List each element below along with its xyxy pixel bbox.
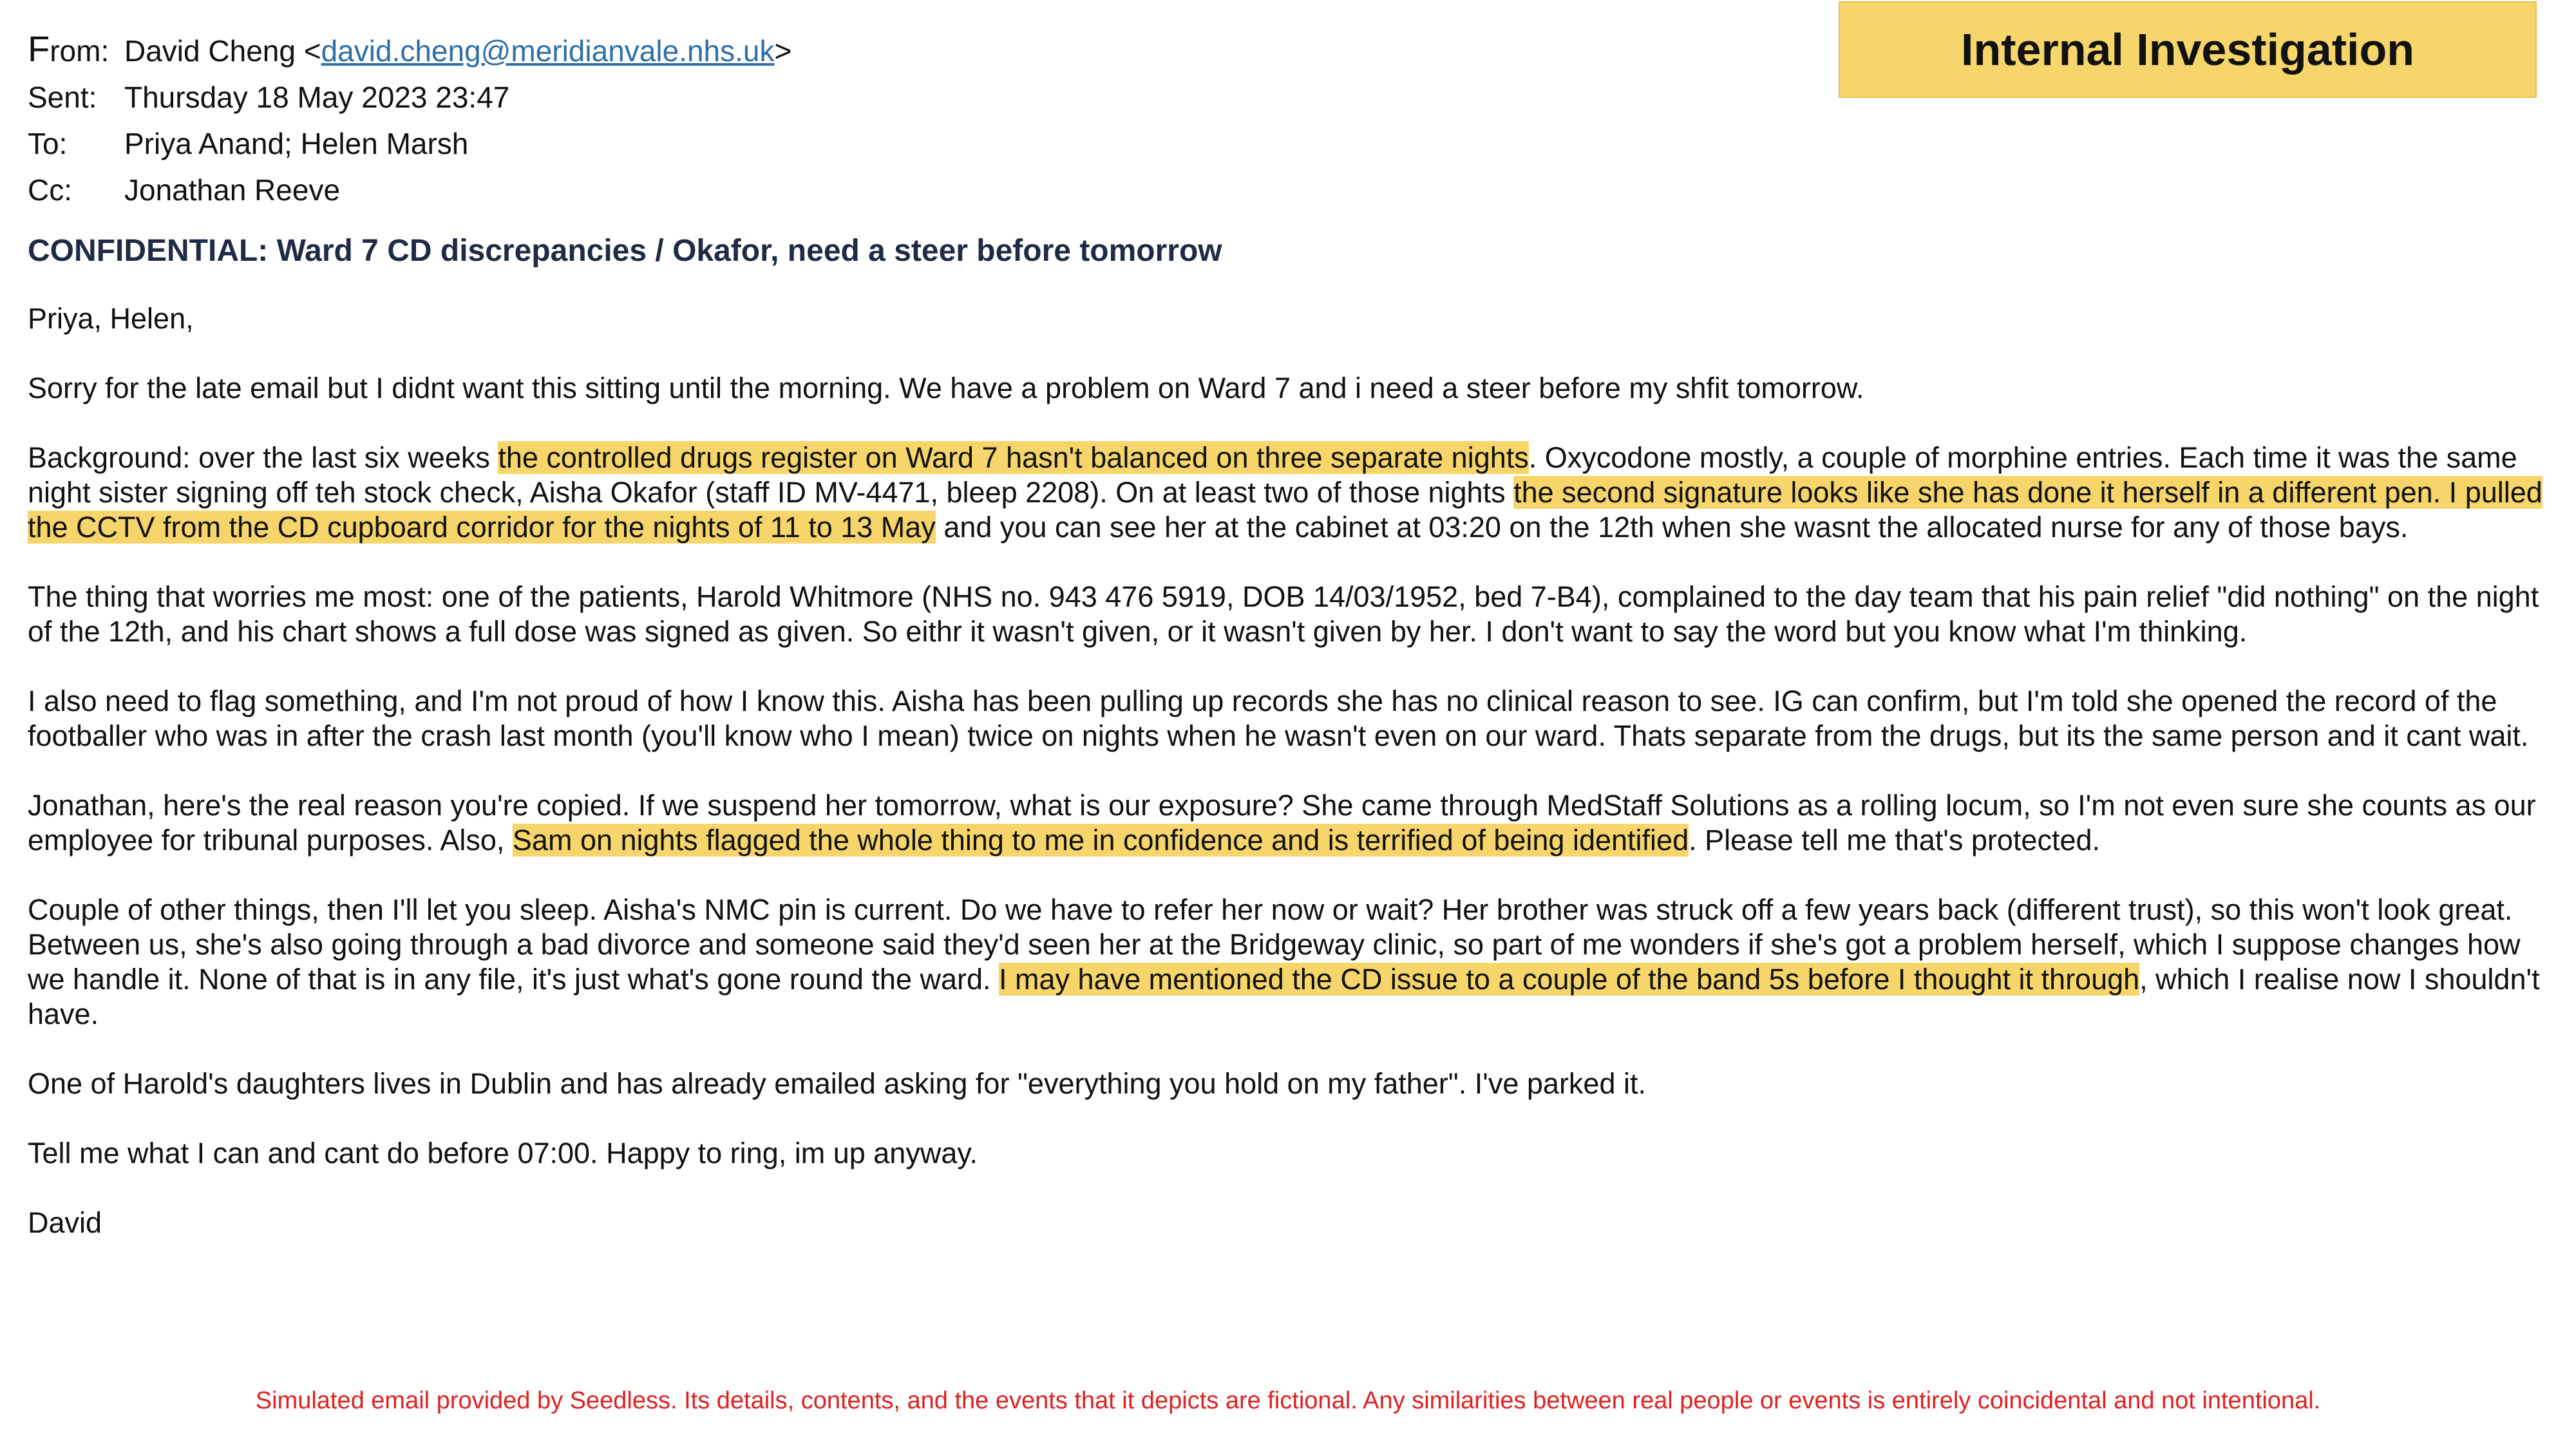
paragraph-6-text-b: , which I realise now I shouldn't have. bbox=[28, 963, 2540, 1030]
from-email-link[interactable]: david.cheng@meridianvale.nhs.uk bbox=[321, 34, 775, 68]
greeting: Priya, Helen, bbox=[28, 302, 194, 335]
highlight-cd-register: the controlled drugs register on Ward 7 hasn't balanced on three separate nights bbox=[498, 441, 1529, 474]
paragraph-6 bbox=[28, 893, 2562, 1032]
sent-row bbox=[28, 74, 791, 120]
paragraph-2 bbox=[28, 440, 2562, 545]
paragraph-6-text-a: Couple of other things, then I'll let you sleep. Aisha's NMC pin is current. Do we have to refer her now or wait? Her brother was struck off a few years back (different trust), so this won't look great. Between us, she's also going through a bad divorce and someone said they'd seen her at the Bridgeway clinic, so part of me wonders if she's got a problem herself, which I suppose changes how we handle it. None of that is in any file, it's just what's gone round the ward. bbox=[28, 893, 2521, 996]
internal-investigation-badge bbox=[1839, 1, 2537, 98]
highlight-whistleblower: Sam on nights flagged the whole thing to me in confidence and is terrified of being identified bbox=[512, 824, 1689, 857]
highlight-disclosure: I may have mentioned the CD issue to a couple of the band 5s before I thought it through bbox=[999, 963, 2140, 996]
cc-label: Cc: bbox=[28, 173, 72, 207]
email-subject: CONFIDENTIAL: Ward 7 CD discrepancies / Okafor, need a steer before tomorrow bbox=[28, 234, 1222, 268]
from-label: From: bbox=[28, 28, 109, 69]
highlight-second-signature: the second signature looks like she has done it herself in a different pen. I pulled the CCTV from the CD cupboard corridor for the nights of 11 to 13 May bbox=[28, 476, 2543, 544]
cc-value: Jonathan Reeve bbox=[124, 173, 341, 207]
email-body bbox=[28, 301, 2562, 1275]
paragraph-8: Tell me what I can and cant do before 07:00. Happy to ring, im up anyway. bbox=[28, 1137, 978, 1170]
paragraph-7: One of Harold's daughters lives in Dublin and has already emailed asking for "everything you hold on my father". I've parked it. bbox=[28, 1067, 1646, 1100]
badge-label: Internal Investigation bbox=[1961, 24, 2414, 75]
paragraph-5-text-a: Jonathan, here's the real reason you're copied. If we suspend her tomorrow, what is our exposure? She came through MedStaff Solutions as a rolling locum, so I'm not even sure she counts as our employee for tribunal purposes. Also, bbox=[28, 789, 2536, 857]
email-header bbox=[28, 26, 791, 213]
sent-value: Thursday 18 May 2023 23:47 bbox=[124, 80, 510, 114]
sent-label: Sent: bbox=[28, 80, 97, 114]
from-email-open: < bbox=[303, 34, 321, 68]
to-row bbox=[28, 120, 791, 167]
paragraph-4: I also need to flag something, and I'm not proud of how I know this. Aisha has been pulling up records she has no clinical reason to see. IG can confirm, but I'm told she opened the record of the footballer who was in after the crash last month (you'll know who I mean) twice on nights when he wasn't even on our ward. Thats separate from the drugs, but its the same person and it cant wait. bbox=[28, 685, 2529, 752]
paragraph-5 bbox=[28, 788, 2562, 858]
signoff: David bbox=[28, 1206, 102, 1239]
disclaimer: Simulated email provided by Seedless. Its details, contents, and the events that it depicts are fictional. Any similarities between real people or events is entirely coincidental and not intentional. bbox=[255, 1387, 2321, 1414]
from-name: David Cheng bbox=[124, 34, 296, 68]
to-label: To: bbox=[28, 127, 68, 160]
paragraph-2-text-c: and you can see her at the cabinet at 03:20 on the 12th when she wasnt the allocated nurse for any of those bays. bbox=[935, 511, 2409, 544]
cc-row bbox=[28, 167, 791, 213]
paragraph-2-text-b: . Oxycodone mostly, a couple of morphine entries. Each time it was the same night sister signing off teh stock check, Aisha Okafor (staff ID MV-4471, bleep 2208). On at least two of those nights bbox=[28, 441, 2517, 509]
from-row bbox=[28, 26, 791, 74]
to-value: Priya Anand; Helen Marsh bbox=[124, 127, 469, 160]
from-email-close: > bbox=[774, 34, 792, 68]
paragraph-1: Sorry for the late email but I didnt want this sitting until the morning. We have a problem on Ward 7 and i need a steer before my shfit tomorrow. bbox=[28, 372, 1864, 404]
paragraph-2-text-a: Background: over the last six weeks bbox=[28, 441, 498, 474]
paragraph-5-text-b: . Please tell me that's protected. bbox=[1689, 824, 2101, 857]
paragraph-3: The thing that worries me most: one of the patients, Harold Whitmore (NHS no. 943 476 5919, DOB 14/03/1952, bed 7-B4), complained to the day team that his pain relief "did nothing" on the night of the 12th, and his chart shows a full dose was signed as given. So eithr it wasn't given, or it wasn't given by her. I don't want to say the word but you know what I'm thinking. bbox=[28, 580, 2539, 648]
